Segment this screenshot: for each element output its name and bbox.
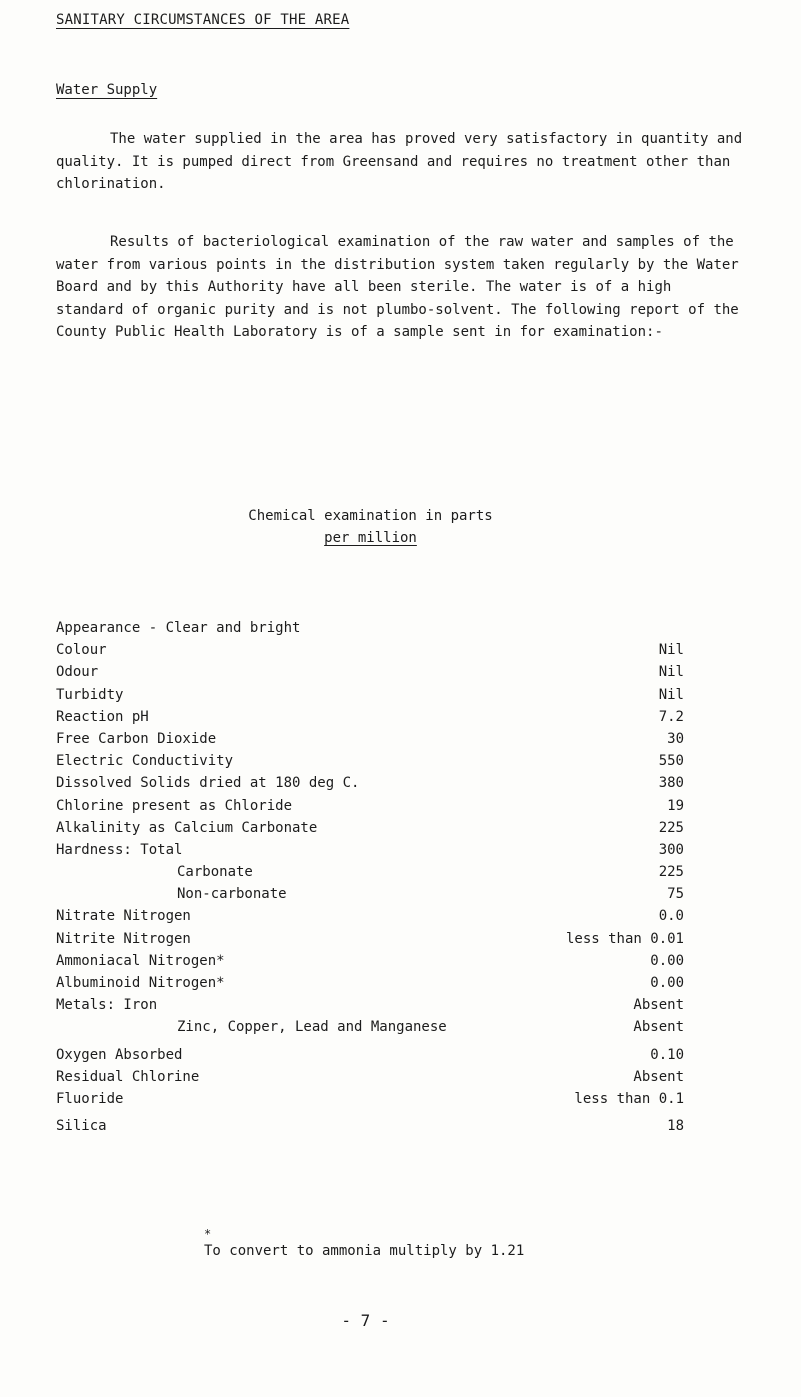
table-row: [56, 817, 684, 839]
row-label: Dissolved Solids dried at 180 deg C.: [56, 775, 360, 792]
row-value: Nil: [658, 642, 684, 659]
table-row: [56, 883, 684, 905]
row-label: Colour: [56, 642, 107, 659]
row-value: 0.10: [650, 1046, 684, 1063]
row-value: 225: [658, 864, 684, 881]
row-value: 550: [658, 753, 684, 770]
row-label: Free Carbon Dioxide: [56, 730, 217, 747]
table-caption-units: per million: [324, 530, 417, 546]
row-value: 225: [658, 819, 684, 836]
table-row: [56, 950, 684, 972]
row-label: Odour: [56, 664, 99, 681]
table-row: [56, 972, 684, 994]
row-label: Nitrite Nitrogen: [56, 930, 191, 947]
row-value: 19: [667, 797, 684, 814]
subsection-heading: Water Supply: [56, 82, 158, 98]
row-label: Oxygen Absorbed: [56, 1046, 183, 1063]
footnote-marker: *: [204, 1227, 212, 1241]
row-label: Turbidty: [56, 686, 124, 703]
chemical-analysis-table: [56, 617, 684, 1137]
footnote-text: To convert to ammonia multiply by 1.21: [204, 1243, 525, 1259]
row-label: Ammoniacal Nitrogen*: [56, 952, 225, 969]
row-value: 18: [667, 1118, 684, 1135]
row-label: Metals: Iron: [56, 997, 158, 1014]
table-row: [56, 1016, 684, 1038]
table-row: [56, 750, 684, 772]
row-label: Nitrate Nitrogen: [56, 908, 191, 925]
row-label: Albuminoid Nitrogen*: [56, 975, 225, 991]
footnote: [204, 1227, 525, 1259]
row-label: Non-carbonate: [177, 886, 287, 903]
row-label: Silica: [56, 1118, 107, 1135]
table-row: [56, 617, 684, 639]
row-label: Chlorine present as Chloride: [56, 797, 293, 814]
table-row: [56, 1115, 684, 1137]
table-row: [56, 661, 684, 683]
row-value: 0.0: [658, 908, 684, 925]
page-number: - 7 -: [341, 1311, 390, 1330]
table-row: [56, 706, 684, 728]
table-caption: Chemical examination in parts: [248, 508, 493, 524]
table-row: [56, 905, 684, 927]
row-value: Absent: [633, 1019, 684, 1036]
row-label: Hardness: Total: [56, 841, 183, 858]
row-value: less than 0.01: [565, 930, 684, 947]
paragraph-water-supply: The water supplied in the area has proved very satisfactory in quantity and quality. It is pumped direct from Greensand and requires no treatment other than chlorination.: [56, 131, 743, 192]
row-value: Nil: [658, 664, 684, 681]
row-label: Residual Chlorine: [56, 1068, 200, 1085]
table-row: [56, 861, 684, 883]
row-label: Zinc, Copper, Lead and Manganese: [177, 1019, 447, 1036]
table-row: [56, 1088, 684, 1110]
row-label: Appearance - Clear and bright: [56, 620, 301, 636]
table-row: [56, 772, 684, 794]
row-value: 30: [667, 730, 684, 747]
row-value: 0.00: [650, 952, 684, 969]
row-label: Reaction pH: [56, 708, 149, 725]
row-value: Absent: [633, 997, 684, 1014]
row-value: less than 0.1: [574, 1090, 684, 1107]
row-label: Alkalinity as Calcium Carbonate: [56, 819, 318, 836]
table-row: [56, 1044, 684, 1066]
row-value: Nil: [658, 686, 684, 703]
row-label: Electric Conductivity: [56, 753, 234, 770]
table-row: [56, 728, 684, 750]
paragraph-results: Results of bacteriological examination of the raw water and samples of the water from various points in the distribution system taken regularly by the Water Board and by this Authority have all been sterile. The water is of a high standard of organic purity and is not plumbo-solvent. The following report of the County Public Health Laboratory is of a sample sent in for examination:-: [56, 234, 739, 340]
row-label: Fluoride: [56, 1090, 124, 1107]
table-row: [56, 795, 684, 817]
table-row: [56, 839, 684, 861]
row-value: 380: [658, 775, 684, 792]
row-value: 7.2: [658, 708, 684, 725]
table-row: [56, 639, 684, 661]
row-label: Carbonate: [177, 864, 253, 881]
row-value: Absent: [633, 1068, 684, 1085]
table-row: [56, 684, 684, 706]
row-value: 300: [658, 841, 684, 858]
row-value: 0.00: [650, 975, 684, 991]
section-heading: SANITARY CIRCUMSTANCES OF THE AREA: [56, 12, 350, 28]
table-row: [56, 994, 684, 1016]
row-value: 75: [667, 886, 684, 903]
table-row: [56, 1066, 684, 1088]
table-row: [56, 928, 684, 950]
